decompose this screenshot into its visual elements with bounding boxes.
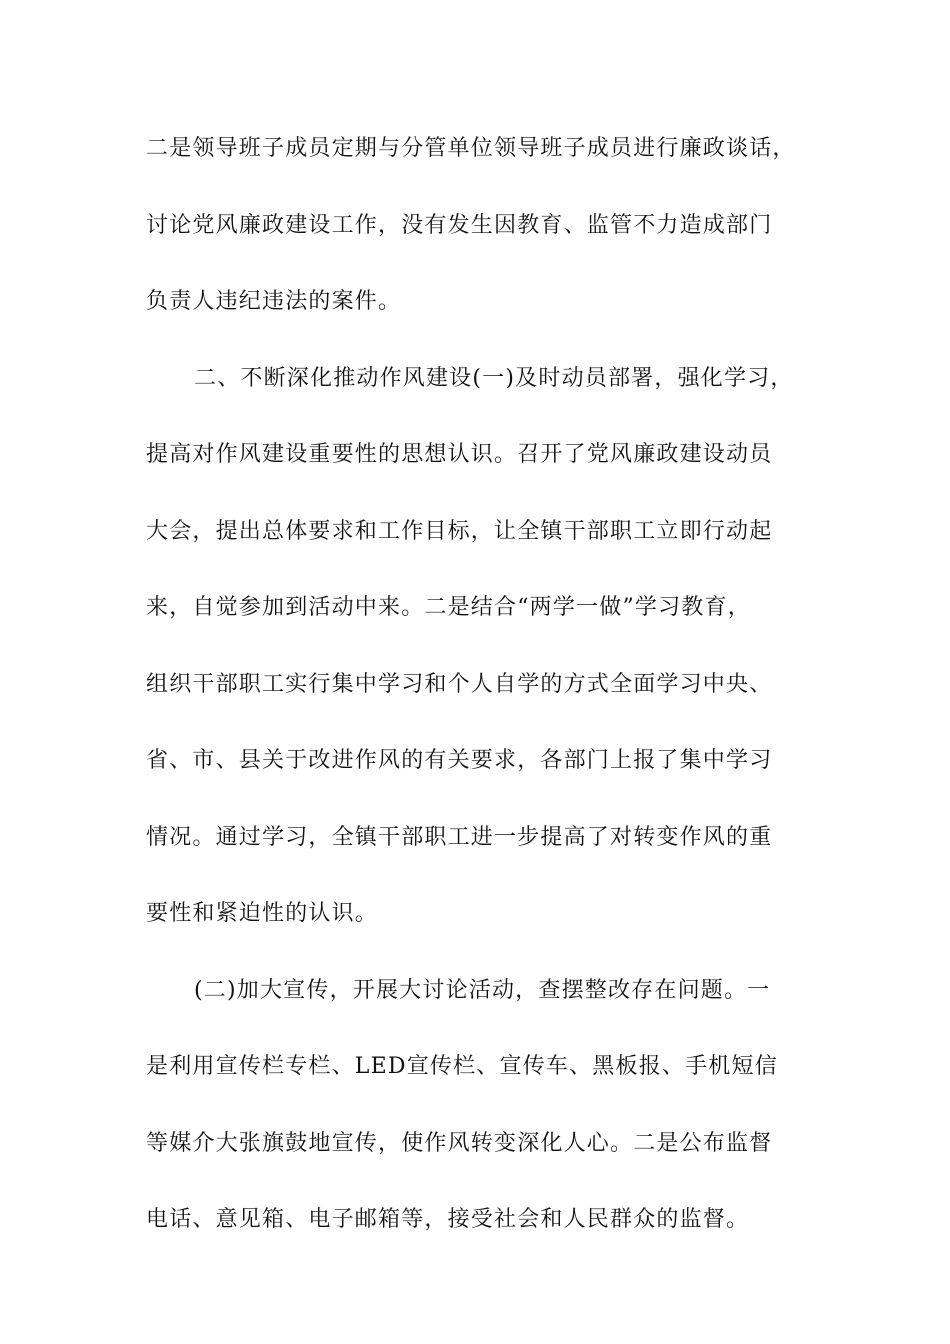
paragraph-start-line: 二、不断深化推动作风建设(一)及时动员部署，强化学习， (194, 366, 794, 391)
text-line: 电话、意见箱、电子邮箱等，接受社会和人民群众的监督。 (146, 1207, 750, 1232)
text-line: 负责人违纪违法的案件。 (146, 289, 402, 314)
text-line: 情况。通过学习，全镇干部职工进一步提高了对转变作风的重 (146, 825, 773, 850)
text-line: 提高对作风建设重要性的思想认识。召开了党风廉政建设动员 (146, 442, 773, 467)
text-line: 是利用宣传栏专栏、LED宣传栏、宣传车、黑板报、手机短信 (146, 1054, 778, 1079)
text-line: 来，自觉参加到活动中来。二是结合“两学一做”学习教育， (146, 595, 751, 620)
paragraph-start-line: (二)加大宣传，开展大讨论活动，查摆整改存在问题。一 (194, 978, 771, 1003)
text-line: 二是领导班子成员定期与分管单位领导班子成员进行廉政谈话， (146, 136, 796, 161)
text-line: 讨论党风廉政建设工作，没有发生因教育、监管不力造成部门 (146, 213, 773, 238)
text-line: 组织干部职工实行集中学习和个人自学的方式全面学习中央、 (146, 672, 773, 697)
text-line: 要性和紧迫性的认识。 (146, 901, 379, 926)
text-line: 大会，提出总体要求和工作目标，让全镇干部职工立即行动起 (146, 519, 773, 544)
text-line: 等媒介大张旗鼓地宣传，使作风转变深化人心。二是公布监督 (146, 1131, 773, 1156)
text-line: 省、市、县关于改进作风的有关要求，各部门上报了集中学习 (146, 748, 773, 773)
